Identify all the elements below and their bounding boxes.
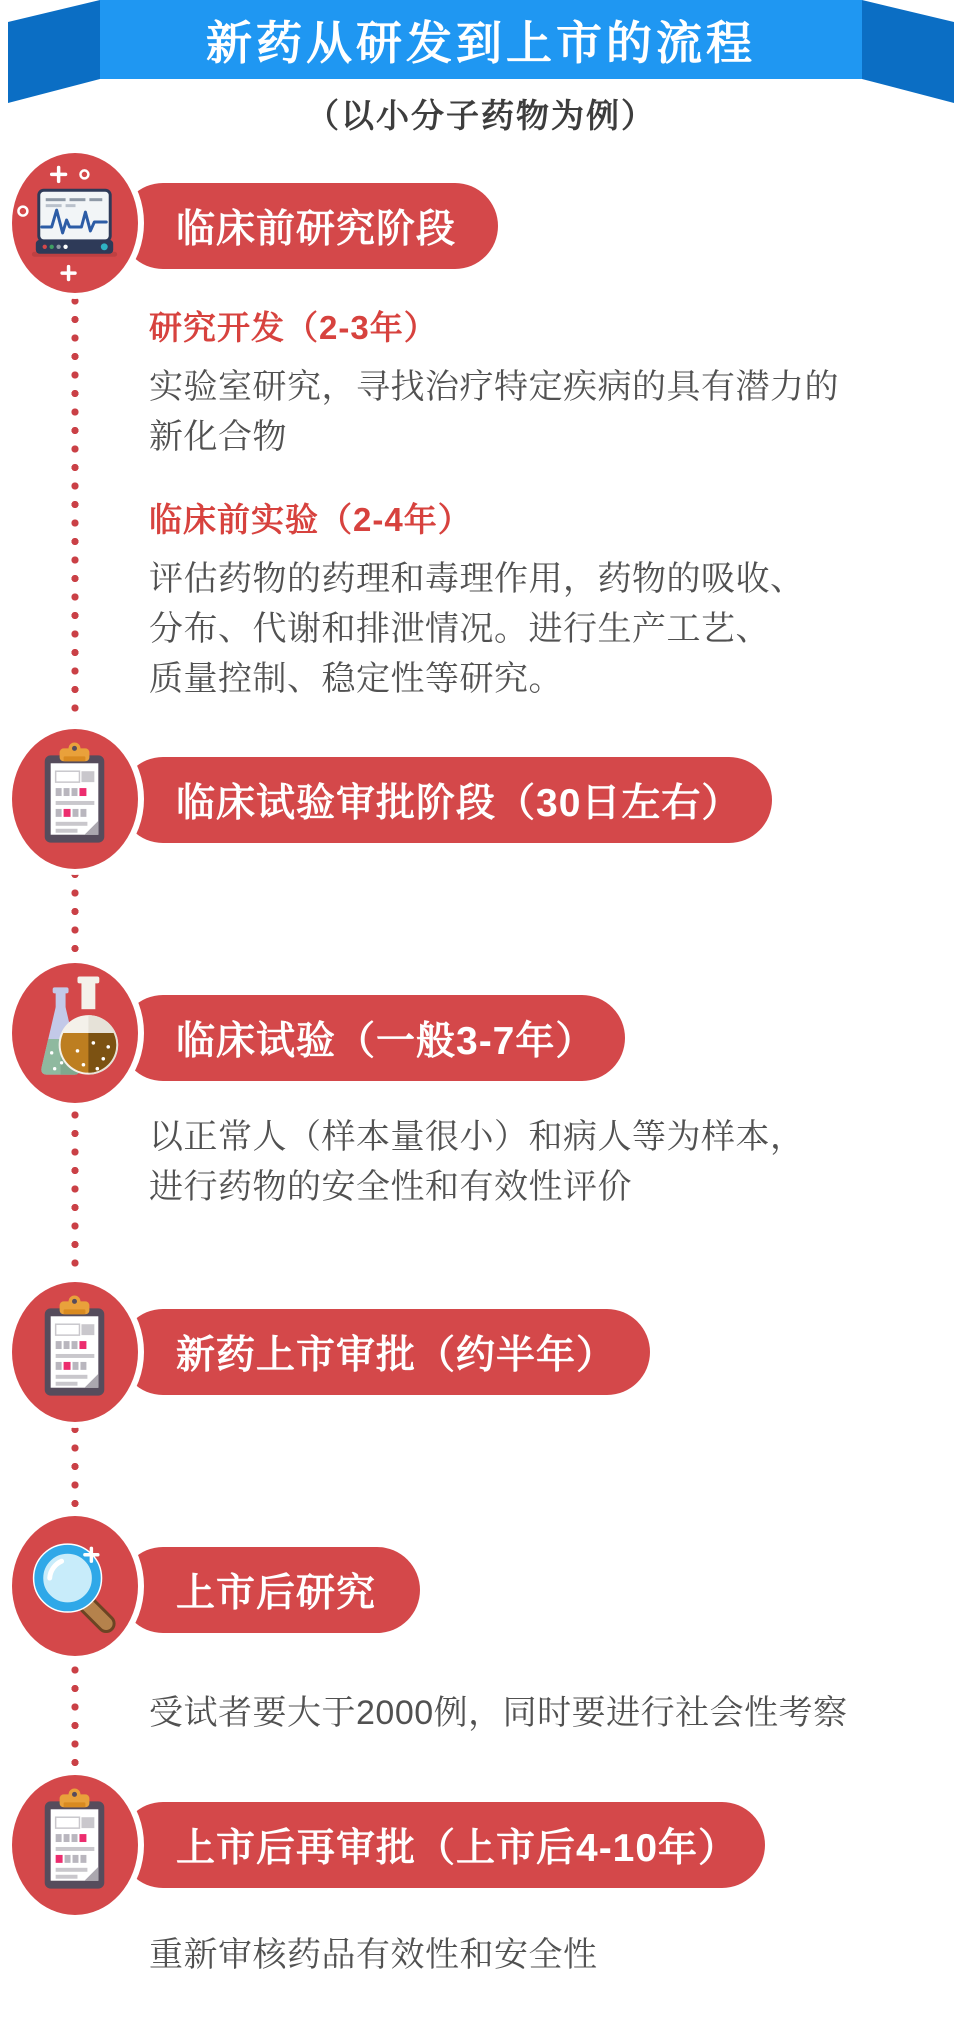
stage-5-pill: [120, 1547, 420, 1633]
clipboard-icon: [12, 1775, 138, 1915]
section-line: 质量控制、稳定性等研究。: [149, 660, 563, 698]
stage-2-pill: [120, 757, 772, 843]
stage-6-circle: [12, 1775, 138, 1915]
section-line: 评估药物的药理和毒理作用，药物的吸收、: [149, 560, 805, 598]
clipboard-icon: [12, 1282, 138, 1422]
stage-3-label: 临床试验（一般3-7年）: [176, 1020, 596, 1063]
section-heading: 研究开发（2-3年）: [149, 309, 438, 346]
stage-6-section-1: [149, 1930, 598, 1980]
stage-1-circle: [12, 153, 138, 293]
stage-1-pill: [120, 183, 498, 269]
section-line: 新化合物: [149, 418, 287, 456]
page-title: 新药从研发到上市的流程: [206, 16, 756, 69]
stage-5-circle: [12, 1516, 138, 1656]
stage-4-label: 新药上市审批（约半年）: [176, 1334, 617, 1377]
title-banner: [100, 0, 862, 79]
ribbon-fold-left: [8, 0, 100, 103]
section-line: 分布、代谢和排泄情况。进行生产工艺、: [149, 610, 770, 648]
stage-2-label: 临床试验审批阶段（30日左右）: [176, 782, 742, 825]
stage-3-pill: [120, 995, 625, 1081]
stage-3-section-1: [149, 1112, 805, 1212]
ribbon-fold-right: [862, 0, 954, 103]
section-line: 进行药物的安全性和有效性评价: [149, 1168, 632, 1206]
page-subtitle: （以小分子药物为例）: [306, 97, 656, 134]
stage-6-pill: [120, 1802, 765, 1888]
flasks-icon: [12, 963, 138, 1103]
stage-1-section-1: [149, 308, 839, 462]
stage-5-section-1: [149, 1688, 848, 1738]
section-line: 受试者要大于2000例，同时要进行社会性考察: [149, 1694, 848, 1732]
stage-4-pill: [120, 1309, 650, 1395]
section-line: 实验室研究，寻找治疗特定疾病的具有潜力的: [149, 368, 839, 406]
stage-4-circle: [12, 1282, 138, 1422]
stage-1-label: 临床前研究阶段: [176, 208, 457, 251]
magnifier-icon: [12, 1516, 138, 1656]
stage-3-circle: [12, 963, 138, 1103]
ecg-monitor-icon: [12, 153, 138, 293]
section-line: 以正常人（样本量很小）和病人等为样本，: [149, 1118, 805, 1156]
section-heading: 临床前实验（2-4年）: [149, 501, 472, 538]
stage-5-label: 上市后研究: [176, 1572, 377, 1615]
stage-2-circle: [12, 729, 138, 869]
stage-1-section-2: [149, 500, 805, 704]
section-line: 重新审核药品有效性和安全性: [149, 1936, 598, 1974]
clipboard-icon: [12, 729, 138, 869]
stage-6-label: 上市后再审批（上市后4-10年）: [176, 1827, 739, 1870]
